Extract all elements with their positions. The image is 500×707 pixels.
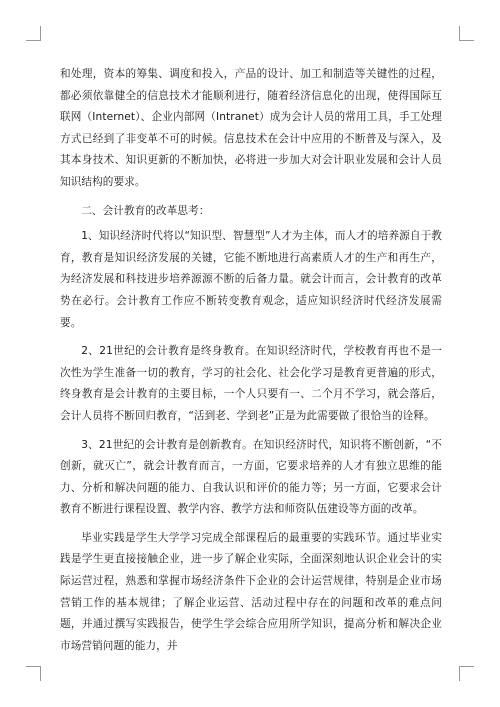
paragraph-continuation: 和处理，资本的筹集、调度和投入，产品的设计、加工和制造等关键性的过程，都必须依靠健全的信息技术才能顺利进行，随着经济信息化的出现，使得国际互联网（Internet）、企业内部网（Intranet）成为会计人员的常用工具，手工处理方式已经到了非变革不可的时候。信息技术在会计中应用的不断普及与深入，及其本身技术、知识更新的不断加快，必将进一步加大对会计职业发展和会计人员知识结构的要求。 (60, 68, 442, 188)
document-body (60, 64, 442, 664)
crop-mark-bottom-right (459, 666, 474, 681)
paragraph: 毕业实践是学生大学学习完成全部课程后的最重要的实践环节。通过毕业实践是学生更直接接触企业，进一步了解企业实际，全面深刻地认识企业会计的实际运营过程，熟悉和掌握市场经济条件下企业的会计运营规律，特别是企业市场营销工作的基本规律；了解企业运营、活动过程中存在的问题和改革的难点问题，并通过撰写实践报告，使学生学会综合应用所学知识，提高分析和解决企业市场营销问题的能力，并 (60, 531, 442, 652)
section-heading: 二、会计教育的改革思考： (81, 204, 210, 217)
paragraph: 2、21世纪的会计教育是终身教育。在知识经济时代，学校教育再也不是一次性为学生准备一切的教育，学习的社会化、社会化学习是教育更普遍的形式，终身教育是会计教育的主要目标，一个人只要有一、二个月不学习，就会落后，会计人员将不断回归教育，“活到老、学到老”正是为此需要做了很恰当的诠释。 (60, 345, 442, 422)
crop-mark-top-right (459, 26, 474, 41)
paragraph: 3、21世纪的会计教育是创新教育。在知识经济时代，知识将不断创新，“不创新，就灭亡”，就会计教育而言，一方面，它要求培养的人才有独立思维的能力、分析和解决问题的能力、自我认识和评价的能力等；另一方面，它要求会计教育不断进行课程设置、教学内容、教学方法和师资队伍建设等方面的改革。 (60, 438, 442, 516)
crop-mark-top-left (26, 26, 41, 41)
crop-mark-bottom-left (26, 666, 41, 681)
paragraph: 1、知识经济时代将以“知识型、智慧型”人才为主体，而人才的培养源自于教育，教育是知识经济发展的关键，它能不断地进行高素质人才的生产和再生产，为经济发展和科技进步培养源源不断的后备力量。就会计而言，会计教育的改革势在必行。会计教育工作应不断转变教育观念，适应知识经济时代经济发展需要。 (60, 230, 442, 329)
